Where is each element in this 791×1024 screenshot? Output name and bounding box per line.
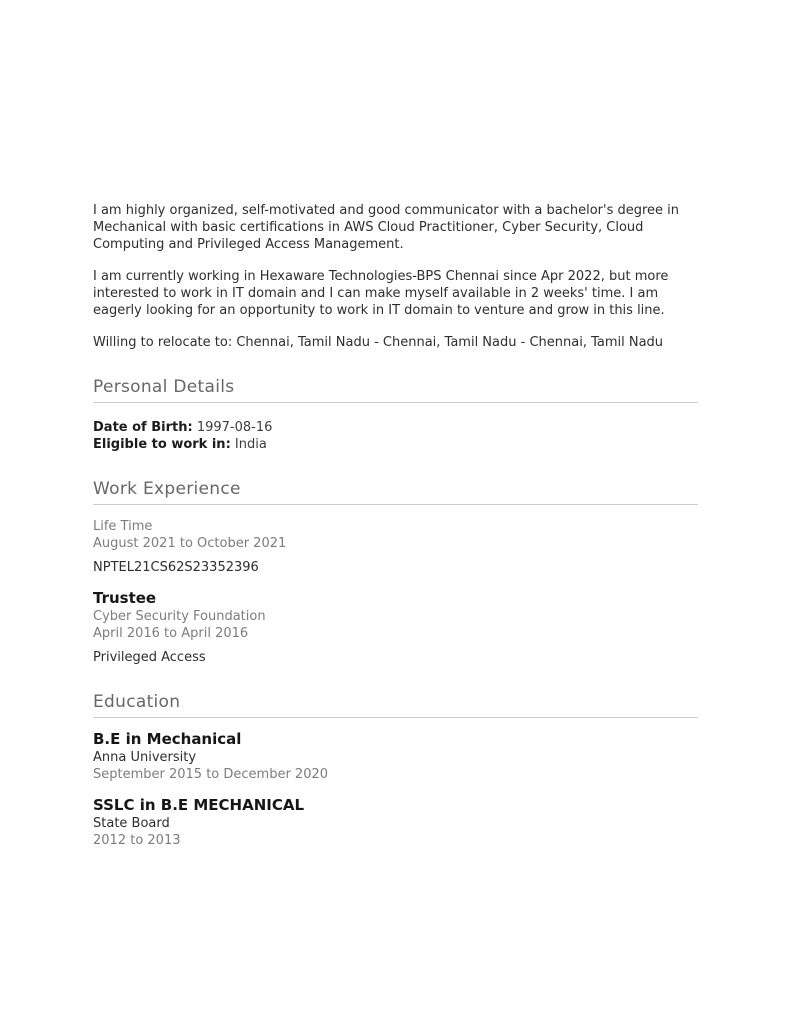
work-entry <box>93 518 698 576</box>
work-entry-description: Privileged Access <box>93 650 206 665</box>
work-experience-body <box>93 505 698 666</box>
education-body <box>93 718 698 849</box>
summary-paragraph-1: I am highly organized, self-motivated and good communicator with a bachelor's degree in Mechanical with basic certifications in AWS Cloud Practitioner, Cyber Security, Cloud Computing and Privileged Access Management. <box>93 203 680 252</box>
education-entry-school: Anna University <box>93 750 197 765</box>
work-experience-heading: Work Experience <box>93 479 698 505</box>
field-label: Eligible to work in: <box>93 437 231 452</box>
work-entry-company: Cyber Security Foundation <box>93 609 266 624</box>
education-entry-dates: 2012 to 2013 <box>93 833 181 848</box>
field-label: Date of Birth: <box>93 420 193 435</box>
education-entry-dates: September 2015 to December 2020 <box>93 767 329 782</box>
work-entry-description: NPTEL21CS62S23352396 <box>93 560 259 575</box>
education-entry-degree: B.E in Mechanical <box>93 730 242 748</box>
education-entry <box>93 730 698 783</box>
relocate-line: Willing to relocate to: Chennai, Tamil Nadu - Chennai, Tamil Nadu - Chennai, Tamil Nadu <box>93 335 664 350</box>
education-entry-school: State Board <box>93 816 170 831</box>
field-date-of-birth <box>93 419 698 436</box>
personal-details-heading: Personal Details <box>93 377 698 403</box>
field-value: India <box>234 437 267 452</box>
education-heading: Education <box>93 692 698 718</box>
field-value: 1997-08-16 <box>196 420 273 435</box>
work-entry-dates: August 2021 to October 2021 <box>93 536 287 551</box>
field-eligible-to-work <box>93 436 698 453</box>
education-entry <box>93 796 698 849</box>
education-entry-degree: SSLC in B.E MECHANICAL <box>93 796 305 814</box>
work-entry-title: Trustee <box>93 589 157 607</box>
work-entry-dates: April 2016 to April 2016 <box>93 626 249 641</box>
work-entry-company: Life Time <box>93 519 153 534</box>
personal-details-body <box>93 403 698 453</box>
summary-paragraph-2: I am currently working in Hexaware Technologies-BPS Chennai since Apr 2022, but more interested to work in IT domain and I can make myself available in 2 weeks' time. I am eagerly looking for an opportunity to work in IT domain to venture and grow in this line. <box>93 269 669 318</box>
work-entry <box>93 589 698 666</box>
